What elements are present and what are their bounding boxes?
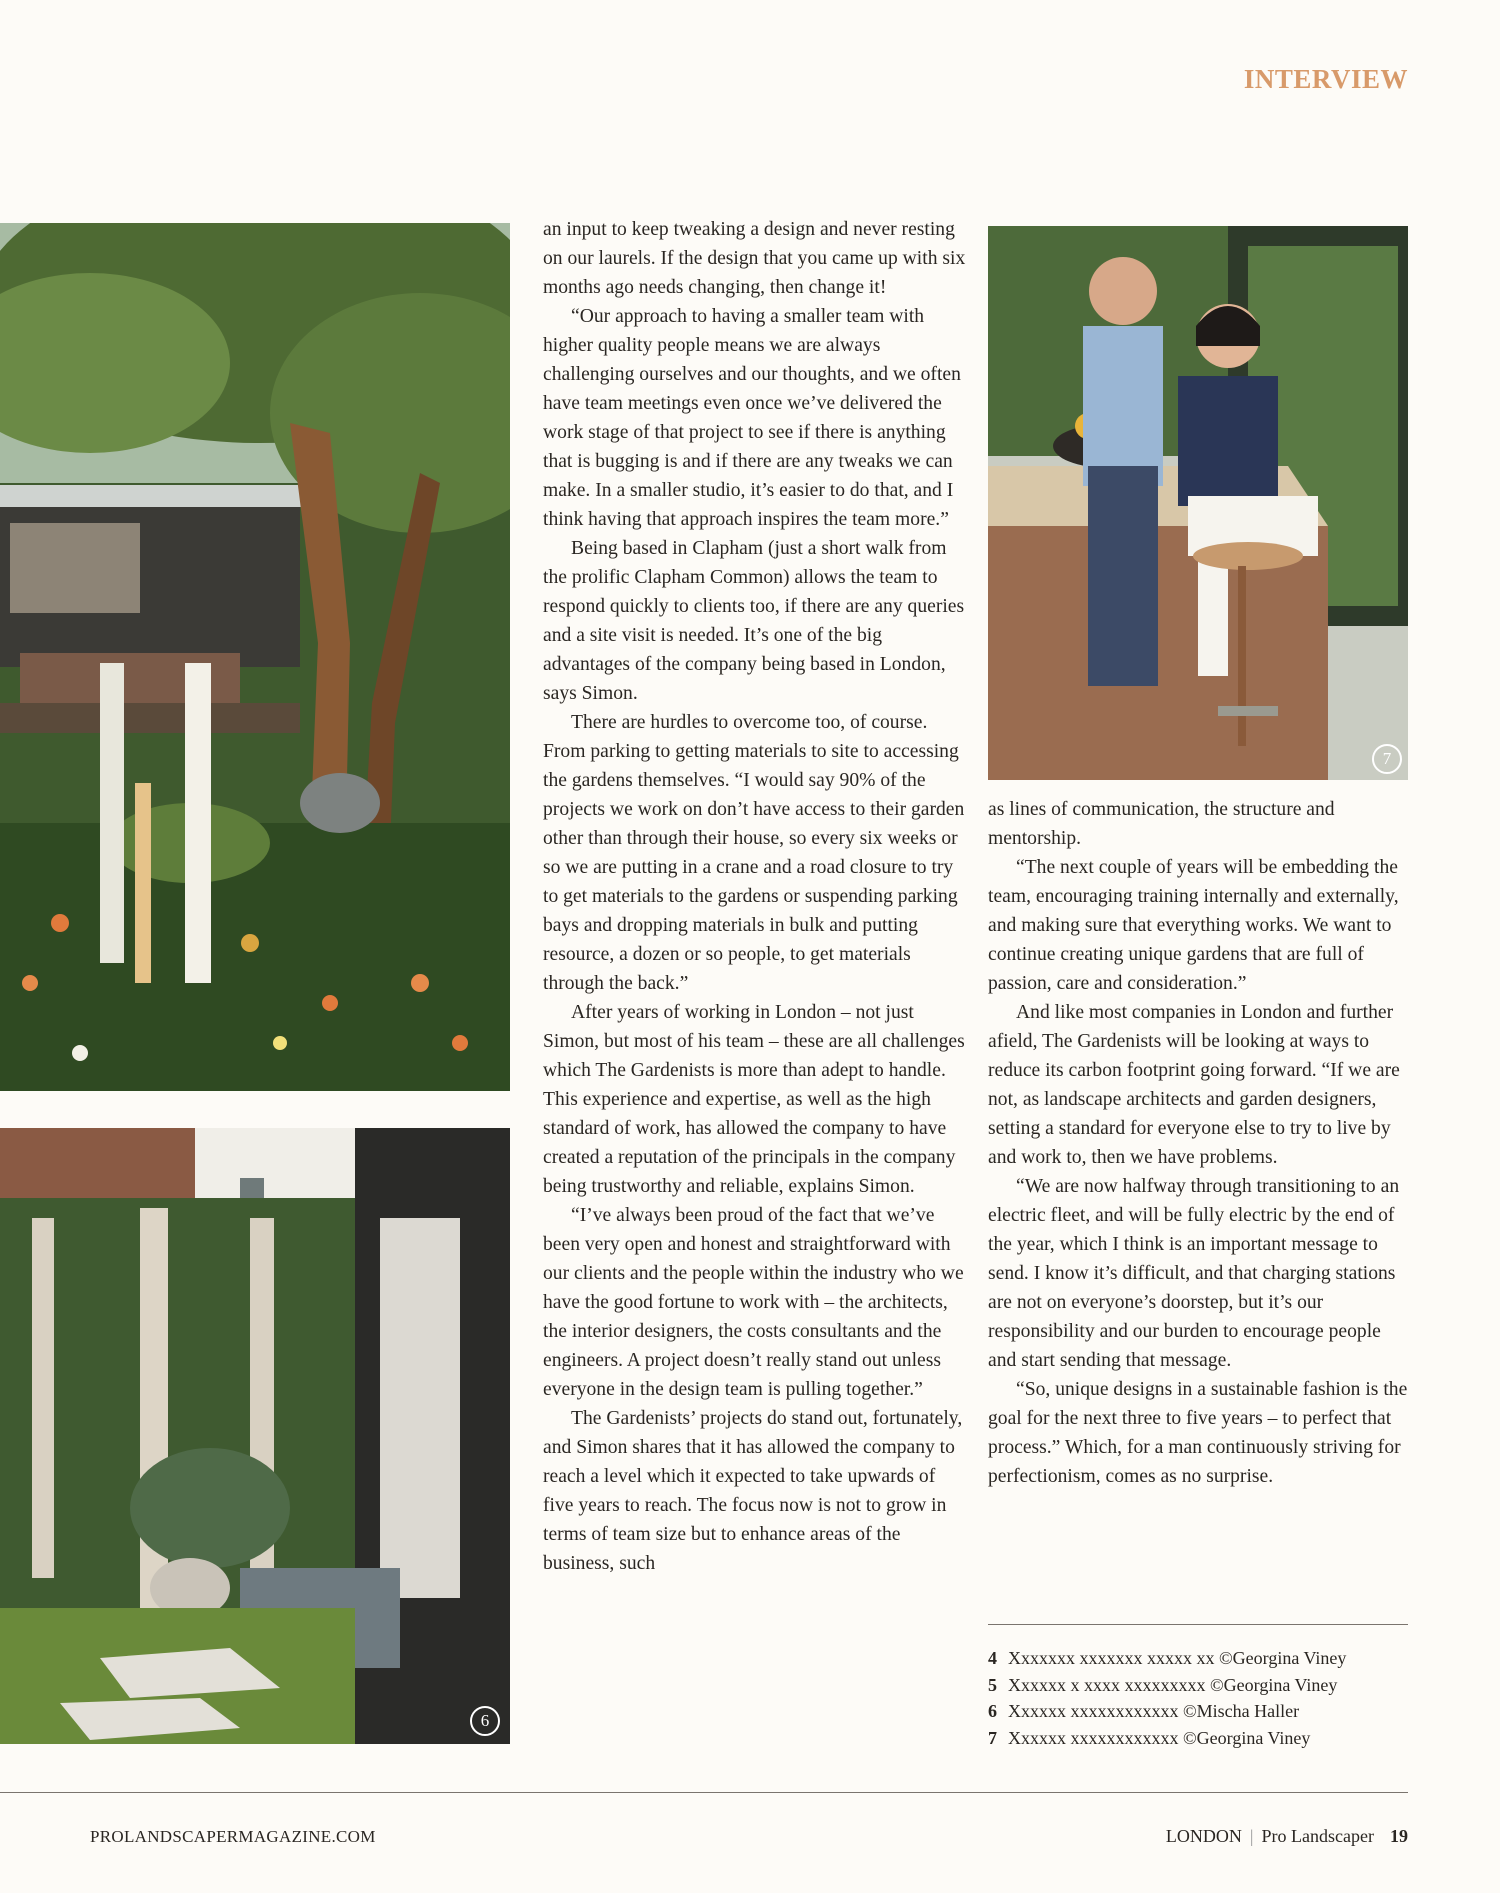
footer-magazine: Pro Landscaper — [1261, 1826, 1374, 1846]
designers-portrait-photo — [988, 226, 1408, 780]
footer-website: PROLANDSCAPERMAGAZINE.COM — [90, 1827, 376, 1846]
credit-item: 5 Xxxxxx x xxxx xxxxxxxxx ©Georgina Viney — [988, 1674, 1338, 1695]
credits-divider — [988, 1624, 1408, 1625]
footer-separator: | — [1249, 1826, 1254, 1846]
paragraph: After years of working in London – not just Simon, but most of his team – these are all challenges which The Gardenists is more than adept to handle. This experience and expertise, as well as the high standard of work, has allowed the company to have created a reputation of the principals in the company being trustworthy and reliable, explains Simon. — [543, 1002, 965, 1197]
credit-item: 6 Xxxxxx xxxxxxxxxxxx ©Mischa Haller — [988, 1701, 1300, 1721]
paragraph: And like most companies in London and further afield, The Gardenists will be looking at ways to reduce its carbon footprint going forward. “If we are not, as landscape architects and garden designers, setting a standard for everyone else to try to live by and work to, then we have problems. — [988, 1002, 1400, 1168]
section-label: INTERVIEW — [1243, 64, 1408, 94]
credit-item: 7 Xxxxxx xxxxxxxxxxxx ©Georgina Viney — [988, 1727, 1311, 1748]
paragraph: “The next couple of years will be embedding the team, encouraging training internally and externally, and making sure that everything works. We want to continue creating unique gardens that are full of passion, care and consideration.” — [988, 857, 1399, 994]
photo-number-6: 6 — [470, 1706, 500, 1736]
footer-divider — [0, 1792, 1408, 1793]
article-column-2 — [988, 795, 1408, 1491]
photo-credits — [988, 1645, 1408, 1751]
paragraph: The Gardenists’ projects do stand out, fortunately, and Simon shares that it has allowed the company to reach a level which it expected to take upwards of five years to reach. The focus now is not to grow in terms of team size but to enhance areas of the business, such — [543, 1408, 963, 1574]
paragraph: “We are now halfway through transitioning to an electric fleet, and will be fully electric by the end of the year, which I think is an important message to send. I know it’s difficult, and that charging stations are not on everyone’s doorstep, but it’s our responsibility and our burden to encourage people and start sending that message. — [988, 1176, 1400, 1371]
paragraph: Being based in Clapham (just a short walk from the prolific Clapham Common) allows the team to respond quickly to clients too, if there are any queries and a site visit is needed. It’s one of the big advantages of the company being based in London, says Simon. — [543, 538, 965, 704]
paragraph: “I’ve always been proud of the fact that we’ve been very open and honest and straightforward with our clients and the people within the industry who we have the good fortune to work with – the architects, the interior designers, the costs consultants and the engineers. A project doesn’t really stand out unless everyone in the design team is pulling together.” — [543, 1205, 964, 1400]
footer-region: LONDON — [1165, 1826, 1242, 1846]
photo-number-7: 7 — [1372, 744, 1402, 774]
page-number: 19 — [1390, 1826, 1408, 1846]
paragraph: There are hurdles to overcome too, of course. From parking to getting materials to site to accessing the gardens themselves. “I would say 90% of the projects we work on don’t have access to their garden other than through their house, so every six weeks or so we are putting in a crane and a road closure to try to get materials to the gardens or suspending parking bays and dropping materials in bulk and putting resource, a dozen or so people, to get materials through the back.” — [543, 712, 965, 994]
paragraph: “So, unique designs in a sustainable fashion is the goal for the next three to five years – to perfect that process.” Which, for a man continuously striving for perfectionism, comes as no surprise. — [988, 1379, 1408, 1487]
paragraph: an input to keep tweaking a design and never resting on our laurels. If the design that you came up with six months ago needs changing, then change it! — [543, 219, 966, 298]
article-column-1 — [543, 215, 968, 1578]
paragraph: “Our approach to having a smaller team with higher quality people means we are always challenging ourselves and our thoughts, and we often have team meetings even once we’ve delivered the work stage of that project to see if there is anything that is bugging is and if there are any tweaks we can make. In a smaller studio, it’s easier to do that, and I think having that approach inspires the team more.” — [543, 306, 961, 530]
paragraph: as lines of communication, the structure and mentorship. — [988, 799, 1335, 849]
footer-publication — [1166, 1826, 1408, 1847]
credit-item: 4 Xxxxxxx xxxxxxx xxxxx xx ©Georgina Viney — [988, 1648, 1347, 1668]
courtyard-garden-photo — [0, 1128, 510, 1744]
garden-trees-photo — [0, 223, 510, 1091]
